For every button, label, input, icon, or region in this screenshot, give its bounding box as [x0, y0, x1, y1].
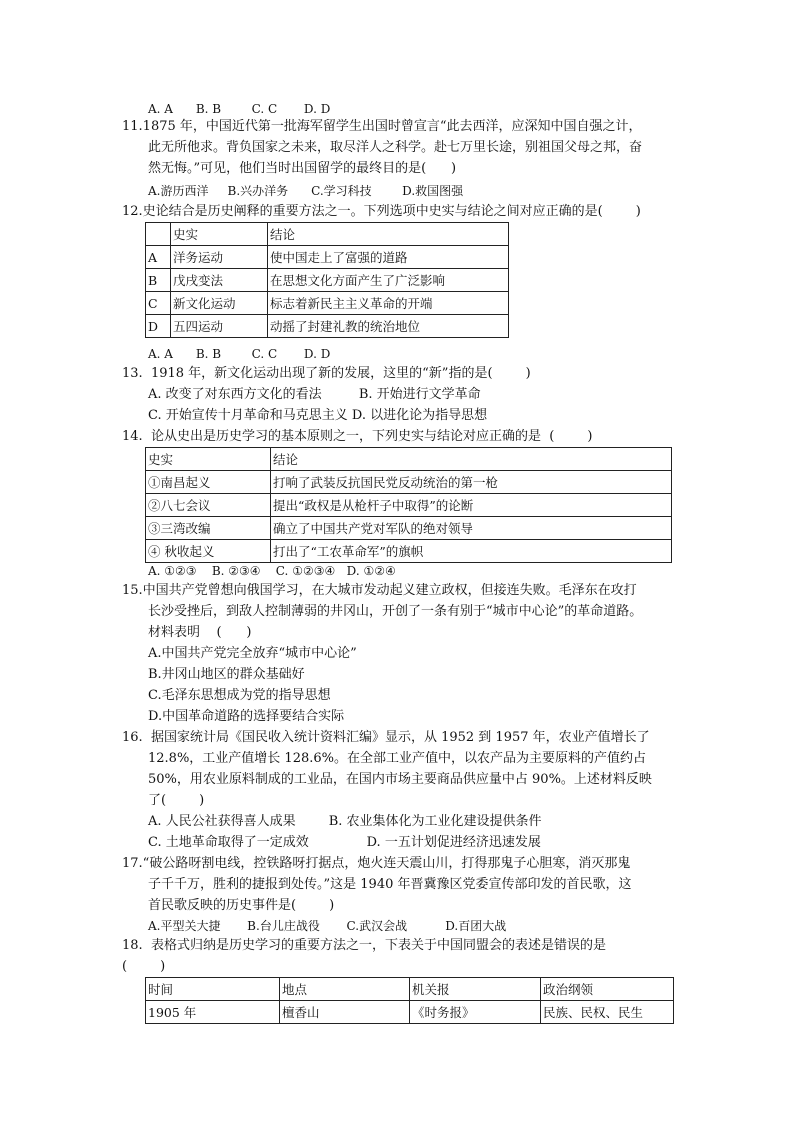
table-cell: 五四运动	[171, 315, 268, 338]
q18-stem-line-2: ( )	[122, 959, 166, 974]
table-cell: 时间	[146, 978, 280, 1001]
table-cell: B	[146, 269, 171, 292]
q15-stem-line-2: 长沙受挫后，到敌人控制薄弱的井冈山，开创了一条有别于“城市中心论”的革命道路。	[148, 604, 643, 619]
table-cell: 戊戌变法	[171, 269, 268, 292]
table-row	[146, 246, 509, 269]
q16-options-line-1: A. 人民公社获得喜人成果 B. 农业集体化为工业化建设提供条件	[148, 814, 542, 829]
q16-stem-line-2: 12.8%，工业产值增长 128.6%。在全部工业产值中，以农产品为主要原料的产值约占	[148, 751, 646, 766]
table-cell: ②八七会议	[146, 494, 271, 517]
table-row	[146, 292, 509, 315]
table-row	[146, 494, 672, 517]
table-header-row	[146, 448, 672, 471]
table-row	[146, 1001, 674, 1024]
table-cell: 标志着新民主主义革命的开端	[268, 292, 509, 315]
table-cell: 《时务报》	[410, 1001, 541, 1024]
table-cell: 动摇了封建礼教的统治地位	[268, 315, 509, 338]
q16-stem-line-3: 50%，用农业原料制成的工业品，在国内市场主要商品供应量中占 90%。上述材料反映	[148, 772, 652, 787]
table-cell: 史实	[146, 448, 271, 471]
table-cell: 史实	[171, 223, 268, 246]
table-cell: ③三湾改编	[146, 517, 271, 540]
table-cell: 打响了武装反抗国民党反动统治的第一枪	[271, 471, 672, 494]
q15-option-d: D.中国革命道路的选择要结合实际	[148, 709, 345, 724]
table-cell: ④ 秋收起义	[146, 540, 271, 563]
table-cell: 机关报	[410, 978, 541, 1001]
table-cell: ①南昌起义	[146, 471, 271, 494]
q12-stem: 12.史论结合是历史阐释的重要方法之一。下列选项中史实与结论之间对应正确的是( )	[122, 204, 641, 219]
table-cell: 檀香山	[280, 1001, 410, 1024]
q12-options: A. A B. B C. C D. D	[148, 347, 331, 361]
q17-options: A.平型关大捷 B.台儿庄战役 C.武汉会战 D.百团大战	[148, 919, 507, 933]
table-cell: 确立了中国共产党对军队的绝对领导	[271, 517, 672, 540]
table-cell: 地点	[280, 978, 410, 1001]
q12-table	[145, 222, 509, 338]
q14-table	[145, 447, 672, 563]
q14-stem: 14. 论从史出是历史学习的基本原则之一，下列史实与结论对应正确的是 ( )	[122, 429, 593, 444]
q16-stem-line-1: 16. 据国家统计局《国民收入统计资料汇编》显示，从 1952 到 1957 年，农业产值增长了	[122, 730, 650, 745]
q13-options-line-2: C. 开始宣传十月革命和马克思主义 D. 以进化论为指导思想	[148, 408, 488, 423]
table-cell: D	[146, 315, 171, 338]
table-cell: 政治纲领	[541, 978, 674, 1001]
q15-option-c: C.毛泽东思想成为党的指导思想	[148, 688, 331, 703]
table-cell	[146, 223, 171, 246]
table-cell: 打出了“工农革命军”的旗帜	[271, 540, 672, 563]
table-cell: 提出“政权是从枪杆子中取得”的论断	[271, 494, 672, 517]
table-cell: 洋务运动	[171, 246, 268, 269]
q11-options: A.游历西洋 B.兴办洋务 C.学习科技 D.救国图强	[148, 184, 464, 198]
table-row	[146, 517, 672, 540]
q13-stem: 13. 1918 年，新文化运动出现了新的发展，这里的“新”指的是( )	[122, 366, 531, 381]
q17-stem-line-1: 17.“破公路呀割电线，控铁路呀打据点，炮火连天震山川，打得那鬼子心胆寒，消灭那鬼	[122, 856, 631, 871]
table-cell: 使中国走上了富强的道路	[268, 246, 509, 269]
table-cell: 在思想文化方面产生了广泛影响	[268, 269, 509, 292]
table-cell: 结论	[271, 448, 672, 471]
table-header-row	[146, 978, 674, 1001]
table-cell: 民族、民权、民生	[541, 1001, 674, 1024]
table-row	[146, 540, 672, 563]
q18-stem-line-1: 18. 表格式归纳是历史学习的重要方法之一，下表关于中国同盟会的表述是错误的是	[122, 938, 606, 953]
q14-options: A. ①②③ B. ②③④ C. ①②③④ D. ①②④	[148, 564, 396, 578]
q11-stem-line-2: 此无所他求。背负国家之未来，取尽洋人之科学。赴七万里长途，别祖国父母之邦，奋	[148, 140, 643, 155]
table-cell: 1905 年	[146, 1001, 280, 1024]
table-cell: 结论	[268, 223, 509, 246]
q16-options-line-2: C. 土地革命取得了一定成效 D. 一五计划促进经济迅速发展	[148, 835, 541, 850]
q17-stem-line-2: 子千千万，胜利的捷报到处传。”这是 1940 年晋冀豫区党委宣传部印发的首民歌，这	[148, 877, 632, 892]
q15-stem-line-3: 材料表明 ( )	[148, 625, 252, 640]
q18-table	[145, 977, 674, 1024]
q11-stem-line-3: 然无悔。”可见，他们当时出国留学的最终目的是( )	[148, 161, 457, 176]
q15-option-b: B.井冈山地区的群众基础好	[148, 667, 305, 682]
q15-stem-line-1: 15.中国共产党曾想向俄国学习，在大城市发动起义建立政权，但接连失败。毛泽东在攻打	[122, 583, 637, 598]
table-cell: C	[146, 292, 171, 315]
table-header-row	[146, 223, 509, 246]
table-row	[146, 315, 509, 338]
q11-stem-line-1: 11.1875 年，中国近代第一批海军留学生出国时曾宣言“此去西洋，应深知中国自强之计，	[122, 119, 642, 134]
table-cell: A	[146, 246, 171, 269]
table-row	[146, 269, 509, 292]
q15-option-a: A.中国共产党完全放弃“城市中心论”	[148, 646, 357, 661]
table-row	[146, 471, 672, 494]
q10-options: A. A B. B C. C D. D	[148, 102, 331, 116]
table-cell: 新文化运动	[171, 292, 268, 315]
q16-stem-line-4: 了( )	[148, 793, 205, 808]
q13-options-line-1: A. 改变了对东西方文化的看法 B. 开始进行文学革命	[148, 387, 481, 402]
q17-stem-line-3: 首民歌反映的历史事件是( )	[148, 898, 335, 913]
